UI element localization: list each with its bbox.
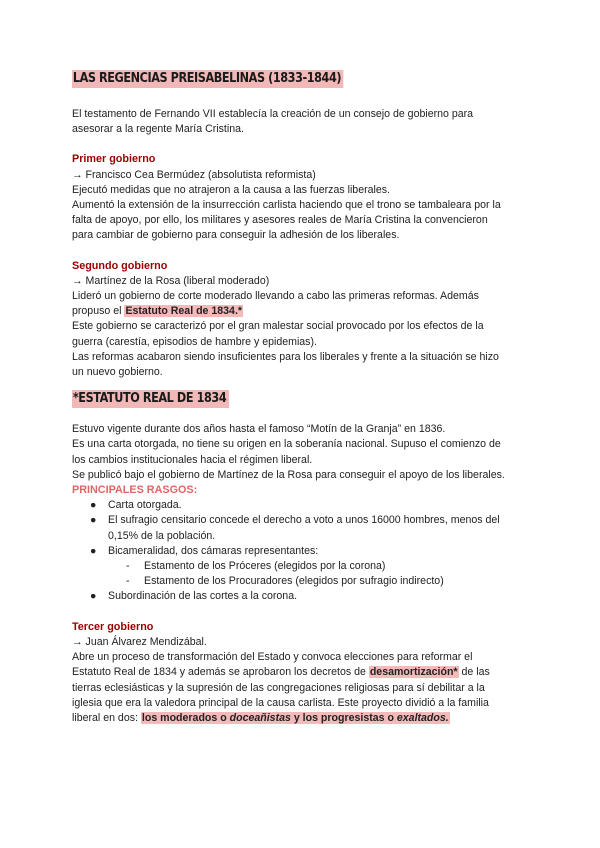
heading-primer-gobierno: Primer gobierno [72, 153, 156, 166]
text-line: iglesia que era la valedora principal de la causa carlista. Este proyecto dividió a la familia [72, 696, 489, 709]
list-item-text: Carta otorgada. [108, 499, 182, 512]
heading-estatuto-real: *ESTATUTO REAL DE 1834 [72, 390, 229, 408]
sub-list-item-text: Estamento de los Próceres (elegidos por la corona) [144, 560, 386, 573]
text-line: Abre un proceso de transformación del Estado y convoca elecciones para reformar el [72, 651, 473, 664]
text-line: → Martínez de la Rosa (liberal moderado) [72, 274, 270, 287]
text-line: El testamento de Fernando VII establecía la creación de un consejo de gobierno para [72, 108, 474, 120]
bullet-icon: ● [90, 590, 97, 603]
title-row [72, 70, 532, 92]
camaras-sublist [72, 559, 532, 589]
text-fragment: Estatuto Real de 1834 y además se aprobaron los decretos de [72, 666, 366, 679]
text-line: los cambios institucionales hacia el régimen liberal. [72, 453, 313, 466]
list-item [72, 498, 532, 513]
section-tercer-gobierno [72, 620, 532, 726]
dash-icon: - [126, 560, 130, 573]
section-primer-gobierno [72, 152, 532, 243]
text-line [72, 711, 532, 726]
sub-list-item [72, 574, 532, 589]
list-item-text: El sufragio censitario concede el derecho a voto a unos 16000 hombres, menos del [108, 514, 500, 527]
text-line: asesorar a la regente María Cristina. [72, 123, 244, 136]
bullet-icon: ● [90, 499, 97, 512]
highlight-estatuto: Estatuto Real de 1834.* [125, 305, 243, 318]
list-item-text: Bicameralidad, dos cámaras representantes: [108, 544, 319, 557]
section-estatuto-real [72, 390, 532, 604]
list-item [72, 544, 532, 559]
text-fragment: de las [461, 666, 490, 679]
text-line: falta de apoyo, por ello, los militares y asesores reales de María Cristina la convencieron [72, 214, 488, 227]
text-line: → Francisco Cea Bermúdez (absolutista reformista) [72, 168, 316, 181]
bullet-icon: ● [90, 514, 97, 527]
text-line [72, 304, 532, 319]
list-item-text: Subordinación de las cortes a la corona. [108, 590, 298, 603]
intro-paragraph [72, 107, 532, 137]
estatuto-heading-row [72, 390, 532, 412]
highlight-familia-liberal: los moderados o doceañistas y los progresistas o exaltados. [141, 711, 449, 724]
principales-rasgos-label: PRINCIPALES RASGOS: [72, 484, 198, 497]
heading-tercer-gobierno: Tercer gobierno [72, 620, 154, 633]
text-line: Lideró un gobierno de corte moderado llevando a cabo las primeras reformas. Además [72, 290, 479, 303]
text-line: Estuvo vigente durante dos años hasta el famoso “Motín de la Granja” en 1836. [72, 423, 446, 436]
section-segundo-gobierno [72, 259, 532, 381]
text-line: para cambiar de gobierno para conseguir la adhesión de los liberales. [72, 229, 400, 242]
text-line: un nuevo gobierno. [72, 366, 163, 379]
text-line: Aumentó la extensión de la insurrección carlista haciendo que el trono se tambaleara por la [72, 199, 501, 212]
document-body [72, 70, 532, 726]
document-title: LAS REGENCIAS PREISABELINAS (1833-1844) [72, 70, 344, 88]
text-line: → Juan Álvarez Mendizábal. [72, 635, 207, 648]
bullet-icon: ● [90, 544, 97, 557]
heading-segundo-gobierno: Segundo gobierno [72, 259, 168, 272]
text-line: Este gobierno se caracterizó por el gran malestar social provocado por los efectos de la [72, 320, 484, 333]
text-fragment: propuso el [72, 305, 122, 318]
text-line: tierras eclesiásticas y la supresión de las congregaciones religiosas para sí debilitar a la [72, 681, 485, 694]
list-item [72, 589, 532, 604]
text-line: Es una carta otorgada, no tiene su origen en la soberanía nacional. Supuso el comienzo de [72, 438, 501, 451]
text-line: Ejecutó medidas que no atrajeron a la causa a las fuerzas liberales. [72, 183, 390, 196]
sub-list-item [72, 559, 532, 574]
rasgos-list-continued [72, 589, 532, 604]
rasgos-list [72, 498, 532, 559]
text-line: guerra (carestía, episodios de hambre y epidemias). [72, 335, 317, 348]
text-line: Las reformas acabaron siendo insuficientes para los liberales y frente a la situación se hizo [72, 350, 499, 363]
sub-list-item-text: Estamento de los Procuradores (elegidos por sufragio indirecto) [144, 575, 444, 588]
highlight-desamortizacion: desamortización* [369, 666, 458, 679]
dash-icon: - [126, 575, 130, 588]
text-fragment: liberal en dos: [72, 711, 138, 724]
list-item [72, 513, 532, 543]
list-item-text: 0,15% de la población. [108, 529, 216, 542]
text-line: Se publicó bajo el gobierno de Martínez de la Rosa para conseguir el apoyo de los liberales. [72, 468, 505, 481]
text-line [72, 665, 532, 680]
